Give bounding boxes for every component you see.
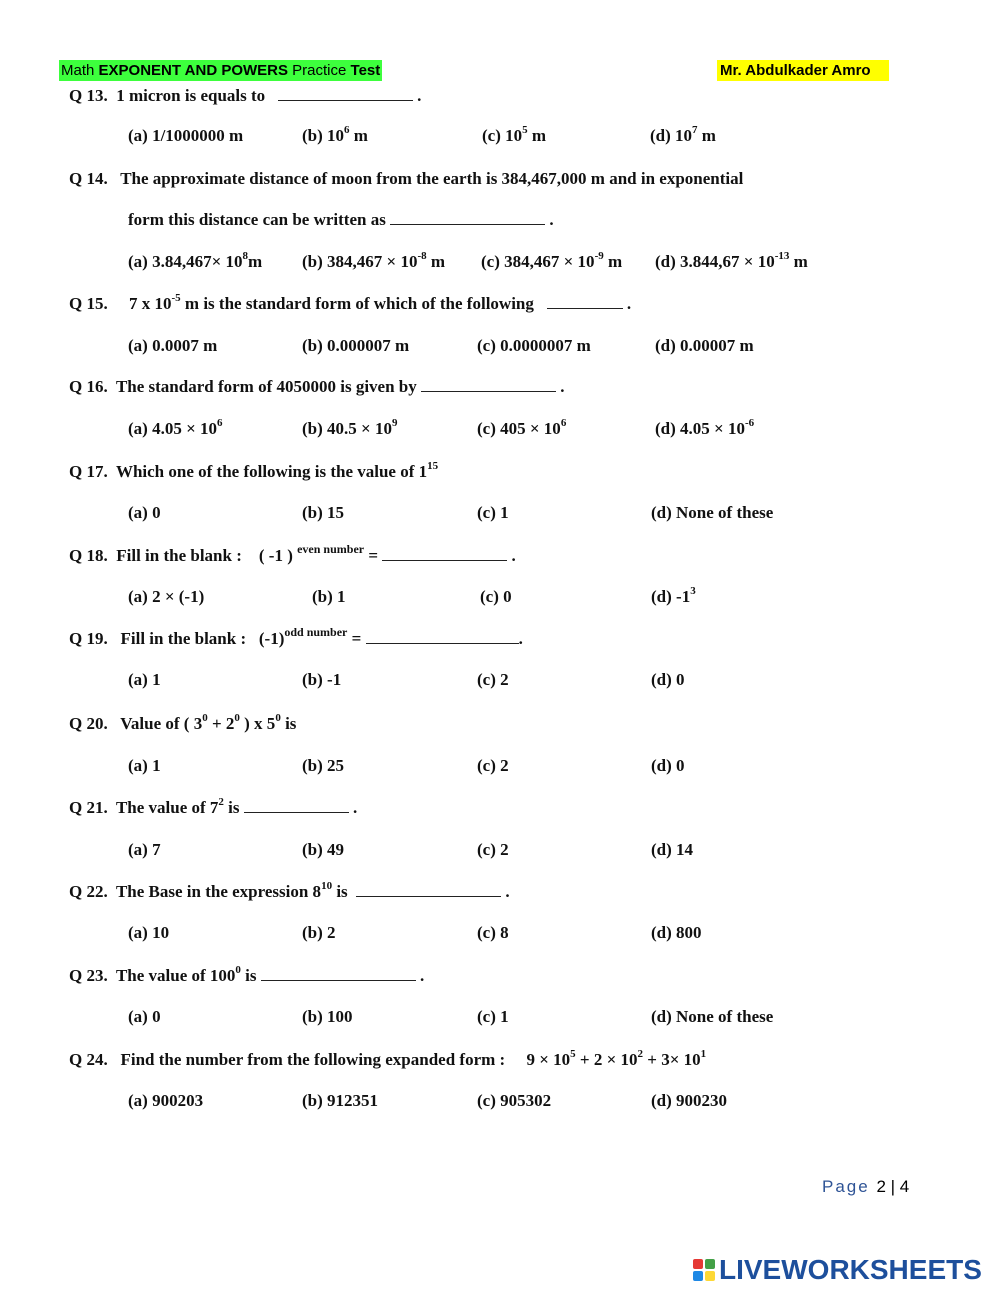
exponent: 1 [700, 1048, 707, 1061]
question-label: Q 18. [69, 546, 108, 565]
question-text: + 2 [207, 714, 235, 733]
punctuation: . [420, 966, 425, 985]
exponent: -9 [594, 250, 604, 263]
option-d[interactable]: (d) 800 [651, 923, 702, 942]
question-text: The value of 7 [115, 798, 219, 817]
exponent: 7 [692, 124, 698, 137]
exponent: -5 [171, 292, 181, 305]
option-a[interactable]: (a) 1 [128, 670, 161, 689]
equals: = [347, 629, 362, 648]
punctuation: . [549, 210, 554, 229]
question-text: m is the standard form of which of the following [180, 294, 534, 313]
exponent: -6 [744, 417, 755, 430]
option-c[interactable]: (c) 2 [477, 756, 509, 775]
option-b[interactable]: (b) 2 [302, 923, 336, 942]
option-a[interactable]: (a) 2 × (-1) [128, 587, 205, 606]
answer-blank[interactable] [278, 86, 413, 101]
punctuation: . [353, 798, 358, 817]
option-c[interactable]: (c) 905302 [477, 1091, 552, 1110]
option-d[interactable]: (d) 0.00007 m [655, 336, 754, 355]
expression: ( -1 ) [258, 546, 293, 565]
option-d[interactable]: (d) None of these [651, 503, 774, 522]
answer-blank[interactable] [261, 966, 416, 981]
question-text: is [332, 882, 348, 901]
logo-square [693, 1271, 703, 1281]
question-label: Q 19. [69, 629, 108, 648]
question-text: is [280, 714, 297, 733]
option-unit: m [527, 126, 547, 145]
option-text: (c) 405 × 10 [477, 419, 561, 438]
exponent: 0 [234, 712, 240, 725]
question-19 [69, 625, 523, 650]
option-text: (b) 40.5 × 10 [302, 419, 392, 438]
question-text: The value of 100 [115, 966, 236, 985]
exponent: 8 [242, 250, 249, 263]
option-a[interactable]: (a) 1 [128, 756, 161, 775]
option-a[interactable] [128, 418, 223, 440]
option-d[interactable]: (d) 0 [651, 756, 685, 775]
exponent: 5 [570, 1048, 576, 1061]
option-c[interactable]: (c) 8 [477, 923, 509, 942]
question-label: Q 17. [69, 462, 108, 481]
option-d[interactable] [655, 251, 808, 273]
question-14 [69, 168, 743, 190]
punctuation: . [518, 629, 523, 648]
exponent: odd number [284, 625, 348, 640]
header-topic: EXPONENT AND POWERS [98, 62, 288, 79]
exponent: -13 [774, 250, 790, 263]
question-15 [69, 293, 631, 315]
exponent: 2 [637, 1048, 644, 1061]
exponent: 15 [427, 460, 439, 473]
option-text: (d) 4.05 × 10 [655, 419, 745, 438]
question-label: Q 14. [69, 169, 108, 188]
header-title [59, 60, 382, 81]
liveworksheets-logo [693, 1254, 982, 1286]
question-text: Find the number from the following expanded form : [120, 1050, 506, 1069]
option-a[interactable]: (a) 0 [128, 1007, 161, 1026]
question-13 [69, 85, 421, 107]
option-b[interactable]: (b) 49 [302, 840, 345, 859]
option-b[interactable]: (b) 912351 [302, 1091, 379, 1110]
option-b[interactable] [302, 418, 397, 440]
question-label: Q 16. [69, 377, 108, 396]
answer-blank[interactable] [366, 629, 519, 644]
option-b[interactable]: (b) 100 [302, 1007, 353, 1026]
option-b[interactable] [302, 125, 368, 147]
logo-icon [693, 1259, 715, 1281]
answer-blank[interactable] [390, 210, 545, 225]
question-label: Q 15. [69, 294, 108, 313]
option-b[interactable]: (b) 0.000007 m [302, 336, 410, 355]
option-c[interactable]: (c) 0.0000007 m [477, 336, 591, 355]
question-22 [69, 881, 510, 903]
option-unit: m [697, 126, 716, 145]
option-c[interactable]: (c) 1 [477, 1007, 509, 1026]
option-text: (d) 3.844,67 × 10 [655, 252, 775, 271]
option-text: (b) 384,467 × 10 [302, 252, 418, 271]
page-count: 2 | 4 [876, 1177, 910, 1196]
question-text: The Base in the expression 8 [115, 882, 322, 901]
page-label: Page [822, 1177, 870, 1196]
question-text: Which one of the following is the value of 1 [115, 462, 428, 481]
answer-blank[interactable] [547, 294, 623, 309]
question-24 [69, 1049, 706, 1071]
question-17 [69, 461, 438, 483]
option-a[interactable]: (a) 0 [128, 503, 161, 522]
option-unit: m [349, 126, 368, 145]
answer-blank[interactable] [244, 798, 349, 813]
punctuation: . [511, 546, 516, 565]
question-text: 1 micron is equals to [116, 86, 266, 105]
equals: = [364, 546, 379, 565]
exponent: 9 [391, 417, 398, 430]
exponent: 3 [690, 585, 696, 598]
punctuation: . [560, 377, 565, 396]
exponent: even number [297, 542, 365, 557]
option-c[interactable]: (c) 1 [477, 503, 509, 522]
option-c[interactable] [477, 418, 566, 440]
exponent: 0 [202, 712, 208, 725]
question-text: Fill in the blank : [116, 546, 242, 565]
answer-blank[interactable] [382, 546, 507, 561]
option-d[interactable]: (d) 0 [651, 670, 685, 689]
question-label: Q 21. [69, 798, 108, 817]
expression: (-1) [258, 629, 285, 648]
logo-square [705, 1271, 715, 1281]
question-23 [69, 965, 424, 987]
option-b[interactable]: (b) 1 [312, 587, 346, 606]
question-21 [69, 797, 357, 819]
question-18 [69, 542, 516, 567]
option-d[interactable] [655, 418, 754, 440]
question-label: Q 20. [69, 714, 108, 733]
option-text: (a) 4.05 × 10 [128, 419, 218, 438]
exponent: 5 [522, 124, 528, 137]
question-label: Q 23. [69, 966, 108, 985]
option-text: (d) -1 [651, 587, 691, 606]
punctuation: . [626, 294, 632, 313]
option-text: (c) 10 [482, 126, 523, 145]
page-number [822, 1177, 909, 1197]
expression: 9 × 10 [526, 1050, 571, 1069]
exponent: 0 [235, 964, 241, 977]
question-14-cont [128, 209, 554, 231]
header-test: Test [350, 62, 381, 79]
exponent: 10 [321, 880, 333, 893]
option-a[interactable]: (a) 900203 [128, 1091, 204, 1110]
option-b[interactable]: (b) 15 [302, 503, 345, 522]
question-16 [69, 376, 565, 398]
option-c[interactable] [481, 251, 622, 273]
expression: + 2 × 10 [575, 1050, 638, 1069]
option-unit: m [603, 252, 623, 271]
exponent: 0 [275, 712, 281, 725]
option-c[interactable] [482, 125, 546, 147]
question-text: is [223, 798, 240, 817]
logo-square [693, 1259, 703, 1269]
option-c[interactable]: (c) 2 [477, 670, 509, 689]
question-label: Q 13. [69, 86, 108, 105]
expression: + 3× 10 [643, 1050, 701, 1069]
question-text: ) x 5 [239, 714, 276, 733]
option-unit: m [426, 252, 446, 271]
option-a[interactable]: (a) 1/1000000 m [128, 126, 244, 145]
exponent: 6 [217, 417, 223, 430]
exponent: 2 [218, 796, 224, 809]
question-text: The standard form of 4050000 is given by [115, 377, 417, 396]
question-text: 7 x 10 [128, 294, 172, 313]
question-label: Q 22. [69, 882, 108, 901]
header-practice: Practice [292, 62, 347, 79]
option-c[interactable]: (c) 0 [480, 587, 512, 606]
option-text: (a) 3.84,467× 10 [128, 252, 243, 271]
question-20 [69, 713, 296, 735]
option-c[interactable]: (c) 2 [477, 840, 509, 859]
option-a[interactable]: (a) 10 [128, 923, 170, 942]
option-text: (b) 10 [302, 126, 345, 145]
exponent: 6 [344, 124, 350, 137]
option-d[interactable] [651, 586, 696, 608]
question-text: Value of ( 3 [120, 714, 203, 733]
header-subject: Math [61, 62, 95, 79]
punctuation: . [417, 86, 422, 105]
option-text: (c) 384,467 × 10 [481, 252, 595, 271]
header-teacher: Mr. Abdulkader Amro [717, 60, 889, 81]
punctuation: . [505, 882, 510, 901]
option-d[interactable]: (d) None of these [651, 1007, 774, 1026]
question-label: Q 24. [69, 1050, 108, 1069]
logo-text: LIVEWORKSHEETS [719, 1254, 982, 1285]
option-b[interactable]: (b) -1 [302, 670, 342, 689]
option-text: (d) 10 [650, 126, 693, 145]
option-b[interactable]: (b) 25 [302, 756, 345, 775]
exponent: -8 [417, 250, 427, 263]
question-text: Fill in the blank : [120, 629, 247, 648]
option-unit: m [248, 252, 263, 271]
logo-square [705, 1259, 715, 1269]
option-d[interactable] [650, 125, 716, 147]
option-d[interactable]: (d) 900230 [651, 1091, 728, 1110]
option-d[interactable]: (d) 14 [651, 840, 694, 859]
option-a[interactable]: (a) 7 [128, 840, 161, 859]
question-text: form this distance can be written as [128, 210, 386, 229]
option-b[interactable] [302, 251, 445, 273]
option-unit: m [789, 252, 808, 271]
option-a[interactable]: (a) 0.0007 m [128, 336, 218, 355]
question-text: The approximate distance of moon from the earth is 384,467,000 m and in exponential [120, 169, 744, 188]
answer-blank[interactable] [421, 377, 556, 392]
question-text: is [240, 966, 257, 985]
option-a[interactable] [128, 251, 262, 273]
answer-blank[interactable] [356, 882, 501, 897]
exponent: 6 [560, 417, 567, 430]
